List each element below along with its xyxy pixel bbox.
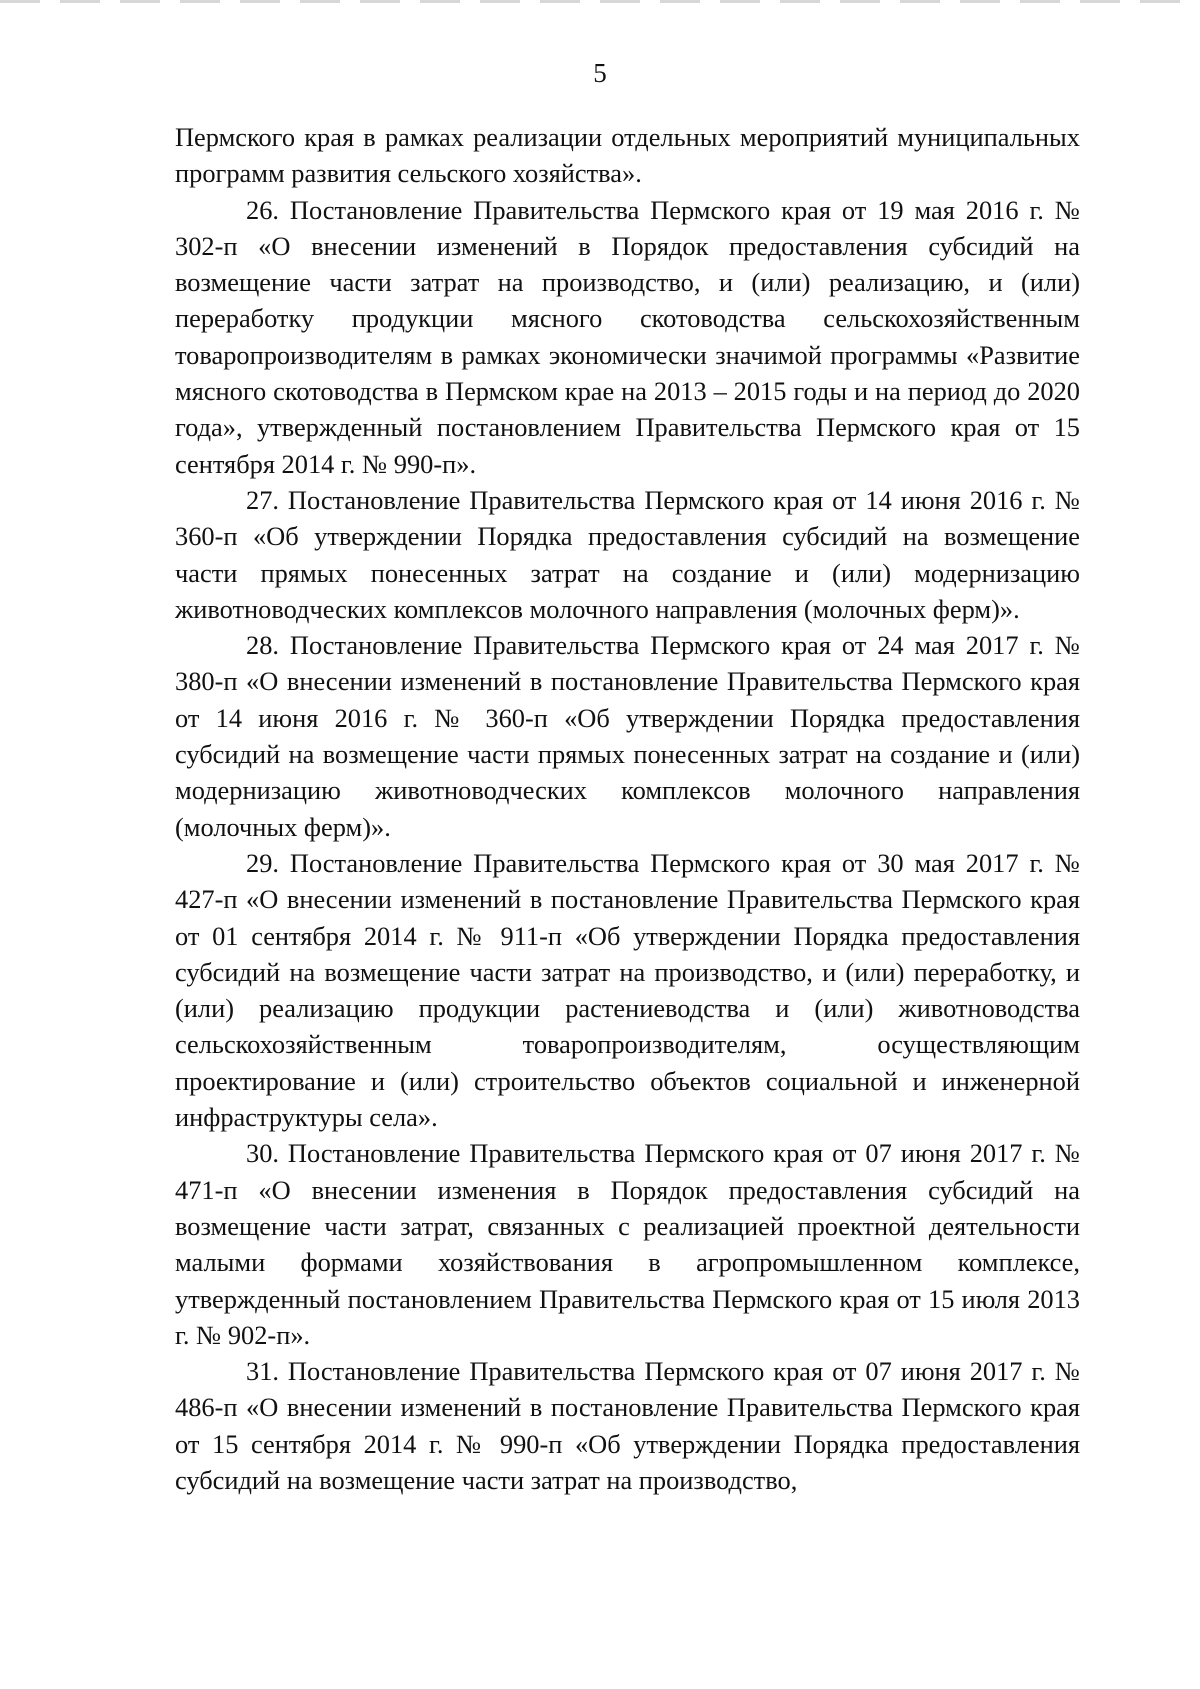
paragraph-item-29: 29. Постановление Правительства Пермского края от 30 мая 2017 г. № 427-п «О внесении изменений в постановление Правительства Пермского края от 01 сентября 2014 г. № 911-п «Об утверждении Порядка предоставления субсидий на возмещение части затрат на производство, и (или) переработку, и (или) реализацию продукции растениеводства и (или) животноводства сельскохозяйственным товаропроизводителям, осуществляющим проектирование и (или) строительство объектов социальной и инженерной инфраструктуры села». bbox=[175, 847, 1080, 1133]
document-body bbox=[175, 119, 1080, 1498]
paragraph-item-30: 30. Постановление Правительства Пермского края от 07 июня 2017 г. № 471-п «О внесении изменения в Порядок предоставления субсидий на возмещение части затрат, связанных с реализацией проектной деятельности малыми формами хозяйствования в агропромышленном комплексе, утвержденный постановлением Правительства Пермского края от 15 июля 2013 г. № 902-п». bbox=[175, 1138, 1080, 1350]
page-number: 5 bbox=[593, 58, 607, 88]
paragraph-item-26: 26. Постановление Правительства Пермского края от 19 мая 2016 г. № 302-п «О внесении изменений в Порядок предоставления субсидий на возмещение части затрат на производство, и (или) реализацию, и (или) переработку продукции мясного скотоводства сельскохозяйственным товаропроизводителям в рамках экономически значимой программы «Развитие мясного скотоводства в Пермском крае на 2013 – 2015 годы и на период до 2020 года», утвержденный постановлением Правительства Пермского края от 15 сентября 2014 г. № 990-п». bbox=[175, 194, 1080, 479]
paragraph-item-28: 28. Постановление Правительства Пермского края от 24 мая 2017 г. № 380-п «О внесении изменений в постановление Правительства Пермского края от 14 июня 2016 г. № 360-п «Об утверждении Порядка предоставления субсидий на возмещение части прямых понесенных затрат на создание и (или) модернизацию животноводческих комплексов молочного направления (молочных ферм)». bbox=[175, 630, 1080, 842]
scan-top-edge bbox=[0, 0, 1200, 3]
paragraph-continuation: Пермского края в рамках реализации отдельных мероприятий муниципальных программ развития сельского хозяйства». bbox=[175, 122, 1080, 189]
paragraph-item-31: 31. Постановление Правительства Пермского края от 07 июня 2017 г. № 486-п «О внесении изменений в постановление Правительства Пермского края от 15 сентября 2014 г. № 990-п «Об утверждении Порядка предоставления субсидий на возмещение части затрат на производство, bbox=[175, 1356, 1080, 1495]
paragraph-item-27: 27. Постановление Правительства Пермского края от 14 июня 2016 г. № 360-п «Об утверждении Порядка предоставления субсидий на возмещение части прямых понесенных затрат на создание и (или) модернизацию животноводческих комплексов молочного направления (молочных ферм)». bbox=[175, 484, 1080, 624]
